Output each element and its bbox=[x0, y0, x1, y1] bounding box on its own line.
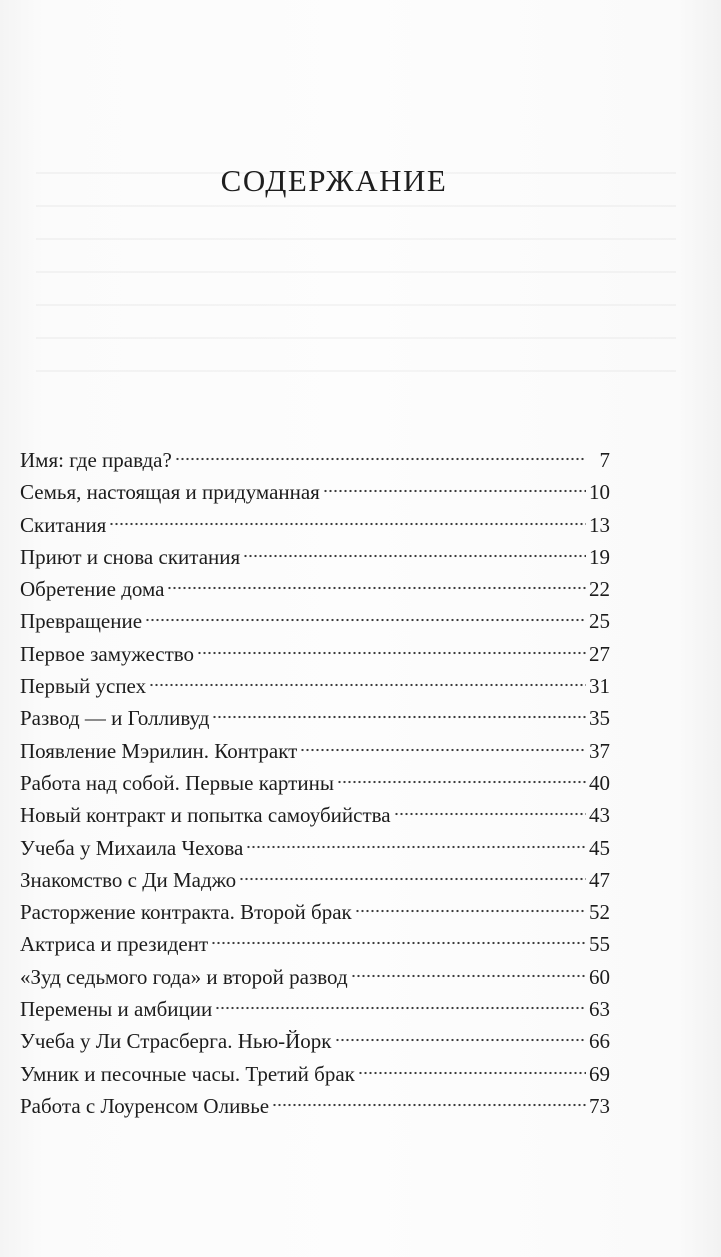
toc-entry-page: 37 bbox=[589, 738, 610, 763]
dot-leader bbox=[355, 908, 586, 914]
toc-entry bbox=[20, 864, 610, 896]
toc-entry-label: Обретение дома bbox=[20, 577, 165, 602]
dot-leader bbox=[215, 1005, 586, 1011]
toc-entry-page: 73 bbox=[589, 1093, 610, 1118]
dot-leader bbox=[246, 844, 586, 850]
toc-entry bbox=[20, 1090, 610, 1122]
toc-entry bbox=[20, 476, 610, 508]
toc-entry-page: 63 bbox=[589, 997, 610, 1022]
toc-entry bbox=[20, 573, 610, 605]
dot-leader bbox=[394, 811, 586, 817]
toc-entry-page: 60 bbox=[589, 964, 610, 989]
toc-entry bbox=[20, 1058, 610, 1090]
toc-entry bbox=[20, 832, 610, 864]
dot-leader bbox=[300, 747, 586, 753]
toc-entry bbox=[20, 735, 610, 767]
toc-entry-page: 52 bbox=[589, 900, 610, 925]
dot-leader bbox=[145, 617, 586, 623]
page-title: СОДЕРЖАНИЕ bbox=[220, 163, 448, 198]
toc-entry bbox=[20, 702, 610, 734]
dot-leader bbox=[351, 973, 586, 979]
toc-entry-label: Появление Мэрилин. Контракт bbox=[20, 738, 298, 763]
toc-entry-page: 35 bbox=[589, 706, 610, 731]
dot-leader bbox=[149, 682, 586, 688]
toc-entry-label: Расторжение контракта. Второй брак bbox=[20, 900, 352, 925]
dot-leader bbox=[167, 585, 586, 591]
toc-entry-page: 13 bbox=[589, 512, 610, 537]
toc-entry-label: Умник и песочные часы. Третий брак bbox=[20, 1061, 355, 1086]
toc-entry-page: 55 bbox=[589, 932, 610, 957]
toc-entry-page: 25 bbox=[589, 609, 610, 634]
dot-leader bbox=[211, 940, 586, 946]
dot-leader bbox=[323, 488, 586, 494]
toc-entry-label: Знакомство с Ди Маджо bbox=[20, 867, 237, 892]
toc-entry bbox=[20, 799, 610, 831]
toc-entry-page: 22 bbox=[589, 577, 610, 602]
toc-entry bbox=[20, 638, 610, 670]
toc-entry-page: 47 bbox=[589, 867, 610, 892]
toc-entry-label: Имя: где правда? bbox=[20, 448, 172, 472]
dot-leader bbox=[243, 553, 586, 559]
toc-entry bbox=[20, 541, 610, 573]
toc-entry-label: Новый контракт и попытка самоубийства bbox=[20, 803, 391, 828]
toc-entry bbox=[20, 896, 610, 928]
toc-entry-page: 66 bbox=[589, 1029, 610, 1054]
toc-entry bbox=[20, 767, 610, 799]
toc-entry-label: «Зуд седьмого года» и второй развод bbox=[20, 964, 348, 989]
toc-entry-page: 7 bbox=[599, 448, 610, 472]
toc-entry-page: 10 bbox=[589, 480, 610, 505]
toc-entry-page: 31 bbox=[589, 674, 610, 699]
toc-entry-page: 69 bbox=[589, 1061, 610, 1086]
toc-entry-label: Семья, настоящая и придуманная bbox=[20, 480, 320, 505]
toc-entry-page: 45 bbox=[589, 835, 610, 860]
toc-entry bbox=[20, 444, 610, 476]
dot-leader bbox=[197, 650, 586, 656]
toc-entry-label: Первый успех bbox=[20, 674, 147, 699]
toc-entry-page: 19 bbox=[589, 544, 610, 569]
toc-entry-label: Перемены и амбиции bbox=[20, 997, 213, 1022]
dot-leader bbox=[358, 1070, 586, 1076]
toc-entry bbox=[20, 605, 610, 637]
toc-entry-label: Превращение bbox=[20, 609, 143, 634]
toc-entry-page: 43 bbox=[589, 803, 610, 828]
toc-entry bbox=[20, 1025, 610, 1057]
toc-entry-label: Первое замужество bbox=[20, 641, 195, 666]
dot-leader bbox=[337, 779, 586, 785]
toc-entry-label: Учеба у Ли Страсберга. Нью-Йорк bbox=[20, 1029, 332, 1054]
dot-leader bbox=[175, 456, 586, 462]
dot-leader bbox=[272, 1102, 586, 1108]
toc-entry-label: Развод — и Голливуд bbox=[20, 706, 210, 731]
toc-entry bbox=[20, 670, 610, 702]
toc-entry-label: Работа над собой. Первые картины bbox=[20, 770, 334, 795]
toc-entry bbox=[20, 509, 610, 541]
dot-leader bbox=[335, 1037, 586, 1043]
toc-entry bbox=[20, 928, 610, 960]
toc-entry-label: Учеба у Михаила Чехова bbox=[20, 835, 244, 860]
toc-entry bbox=[20, 961, 610, 993]
toc-entry-page: 40 bbox=[589, 770, 610, 795]
dot-leader bbox=[109, 521, 586, 527]
toc-entry-label: Работа с Лоуренсом Оливье bbox=[20, 1093, 270, 1118]
toc-entry-page: 27 bbox=[589, 641, 610, 666]
toc-entry-label: Приют и снова скитания bbox=[20, 544, 241, 569]
toc-entry bbox=[20, 993, 610, 1025]
table-of-contents bbox=[20, 444, 610, 1122]
dot-leader bbox=[239, 876, 586, 882]
toc-entry-label: Актриса и президент bbox=[20, 932, 209, 957]
dot-leader bbox=[212, 714, 586, 720]
toc-entry-label: Скитания bbox=[20, 512, 107, 537]
